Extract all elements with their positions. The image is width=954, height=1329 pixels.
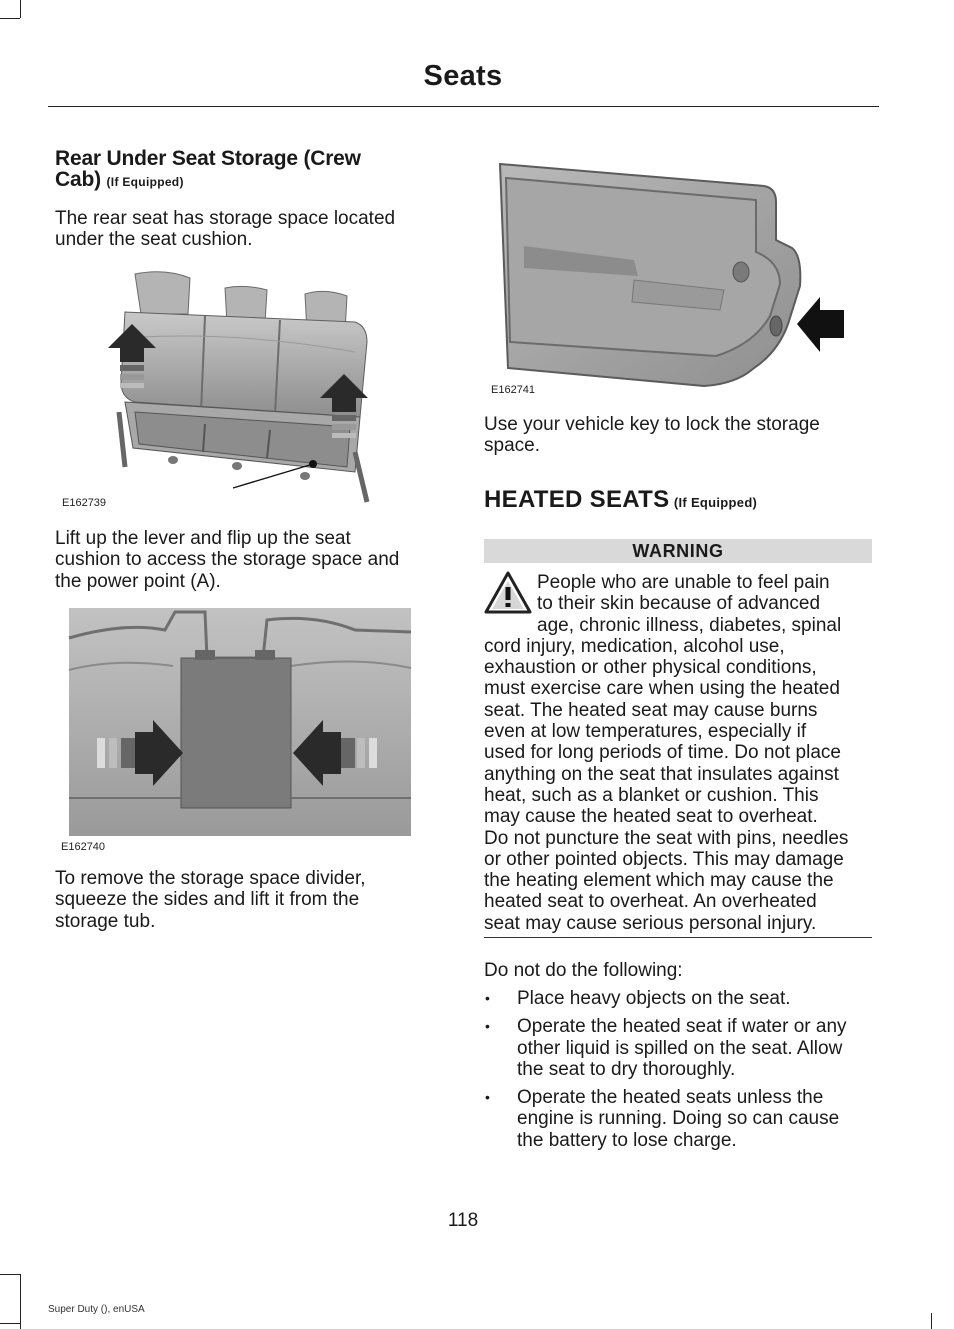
warning-text — [484, 572, 876, 934]
title-divider — [48, 106, 879, 107]
warning-line: must exercise care when using the heated — [484, 678, 840, 700]
storage-divider-illustration — [55, 600, 415, 858]
list-item — [484, 988, 876, 1009]
warning-divider — [484, 937, 872, 938]
crop-mark — [0, 1323, 20, 1324]
list-item-line: engine is running. Doing so can cause — [517, 1108, 840, 1130]
section-heading-line2: Cab) — [55, 168, 101, 191]
bullet-mark: • — [485, 1089, 490, 1106]
text-line: under the seat cushion. — [55, 229, 253, 251]
page-number: 118 — [447, 1210, 479, 1231]
warning-line: anything on the seat that insulates against — [484, 763, 839, 785]
warning-line: Do not puncture the seat with pins, needles — [484, 827, 849, 849]
bullet-mark: • — [485, 1018, 490, 1035]
list-item-line: other liquid is spilled on the seat. Allow — [517, 1037, 843, 1059]
text-line: To remove the storage space divider, — [55, 868, 366, 889]
text-line: The rear seat has storage space located — [55, 208, 396, 229]
footer-text: Super Duty (), enUSA — [48, 1304, 145, 1315]
list-item-line: the seat to dry thoroughly. — [517, 1058, 736, 1080]
warning-line: seat. The heated seat may cause burns — [484, 699, 818, 721]
list-item-line: the battery to lose charge. — [517, 1129, 737, 1151]
rear-seat-illustration — [55, 262, 440, 517]
crop-mark — [20, 0, 21, 18]
warning-line: seat may cause serious personal injury. — [484, 912, 817, 934]
warning-line: or other pointed objects. This may damage — [484, 848, 844, 870]
warning-line: heat, such as a blanket or cushion. This — [484, 784, 819, 806]
lock-paragraph — [484, 414, 874, 457]
bullet-mark: • — [485, 990, 490, 1006]
figure-code: E162740 — [61, 841, 106, 853]
warning-label: WARNING — [484, 539, 872, 563]
do-not-intro: Do not do the following: — [484, 960, 683, 981]
text-line: space. — [484, 435, 540, 457]
warning-line: age, chronic illness, diabetes, spinal — [537, 614, 842, 636]
figure-code: E162739 — [62, 497, 107, 509]
list-item-line: Operate the heated seat if water or any — [517, 1016, 847, 1038]
section-heading-line2-wrap — [55, 169, 445, 193]
crop-mark — [0, 18, 20, 19]
figure-rear-seat — [55, 262, 440, 517]
list-item-line: Place heavy objects on the seat. — [517, 988, 791, 1009]
heated-seats-heading — [484, 486, 884, 514]
text-line: the power point (A). — [55, 570, 221, 592]
figure-storage-divider — [55, 600, 415, 858]
text-line: storage tub. — [55, 910, 156, 932]
text-line: squeeze the sides and lift it from the — [55, 889, 360, 911]
if-equipped-note: (If Equipped) — [673, 495, 758, 510]
text-line: Lift up the lever and flip up the seat — [55, 528, 351, 549]
warning-line: cord injury, medication, alcohol use, — [484, 635, 785, 657]
list-item — [484, 1087, 876, 1151]
warning-lines — [484, 572, 876, 934]
crop-mark — [20, 1274, 21, 1329]
warning-line: to their skin because of advanced — [537, 593, 821, 615]
text-line: cushion to access the storage space and — [55, 549, 400, 571]
list-item — [484, 1016, 876, 1080]
storage-lock-illustration — [484, 156, 874, 406]
warning-line: used for long periods of time. Do not place — [484, 742, 841, 764]
bullet-list — [484, 988, 876, 1151]
remove-paragraph — [55, 868, 445, 932]
figure-storage-lock — [484, 156, 874, 406]
do-not-list — [484, 988, 876, 1158]
lock-arrow — [797, 297, 844, 352]
list-item-line: Operate the heated seats unless the — [517, 1087, 824, 1109]
lift-paragraph — [55, 528, 445, 592]
figure-code: E162741 — [491, 384, 536, 396]
crop-mark — [931, 1313, 932, 1329]
warning-line: People who are unable to feel pain — [537, 572, 830, 593]
if-equipped-note: (If Equipped) — [106, 175, 184, 189]
section-heading-rear-storage — [55, 148, 445, 193]
section-heading-line1: Rear Under Seat Storage (Crew — [55, 147, 361, 170]
crop-mark — [0, 1274, 20, 1275]
warning-line: heated seat to overheat. An overheated — [484, 891, 817, 913]
text-line: Use your vehicle key to lock the storage — [484, 414, 820, 435]
warning-line: even at low temperatures, especially if — [484, 721, 807, 743]
warning-line: may cause the heated seat to overheat. — [484, 806, 818, 828]
heated-seats-title: HEATED SEATS — [484, 486, 670, 513]
warning-line: exhaustion or other physical conditions, — [484, 657, 817, 679]
intro-paragraph — [55, 208, 445, 251]
warning-line: the heating element which may cause the — [484, 870, 834, 892]
page-title: Seats — [423, 60, 503, 92]
